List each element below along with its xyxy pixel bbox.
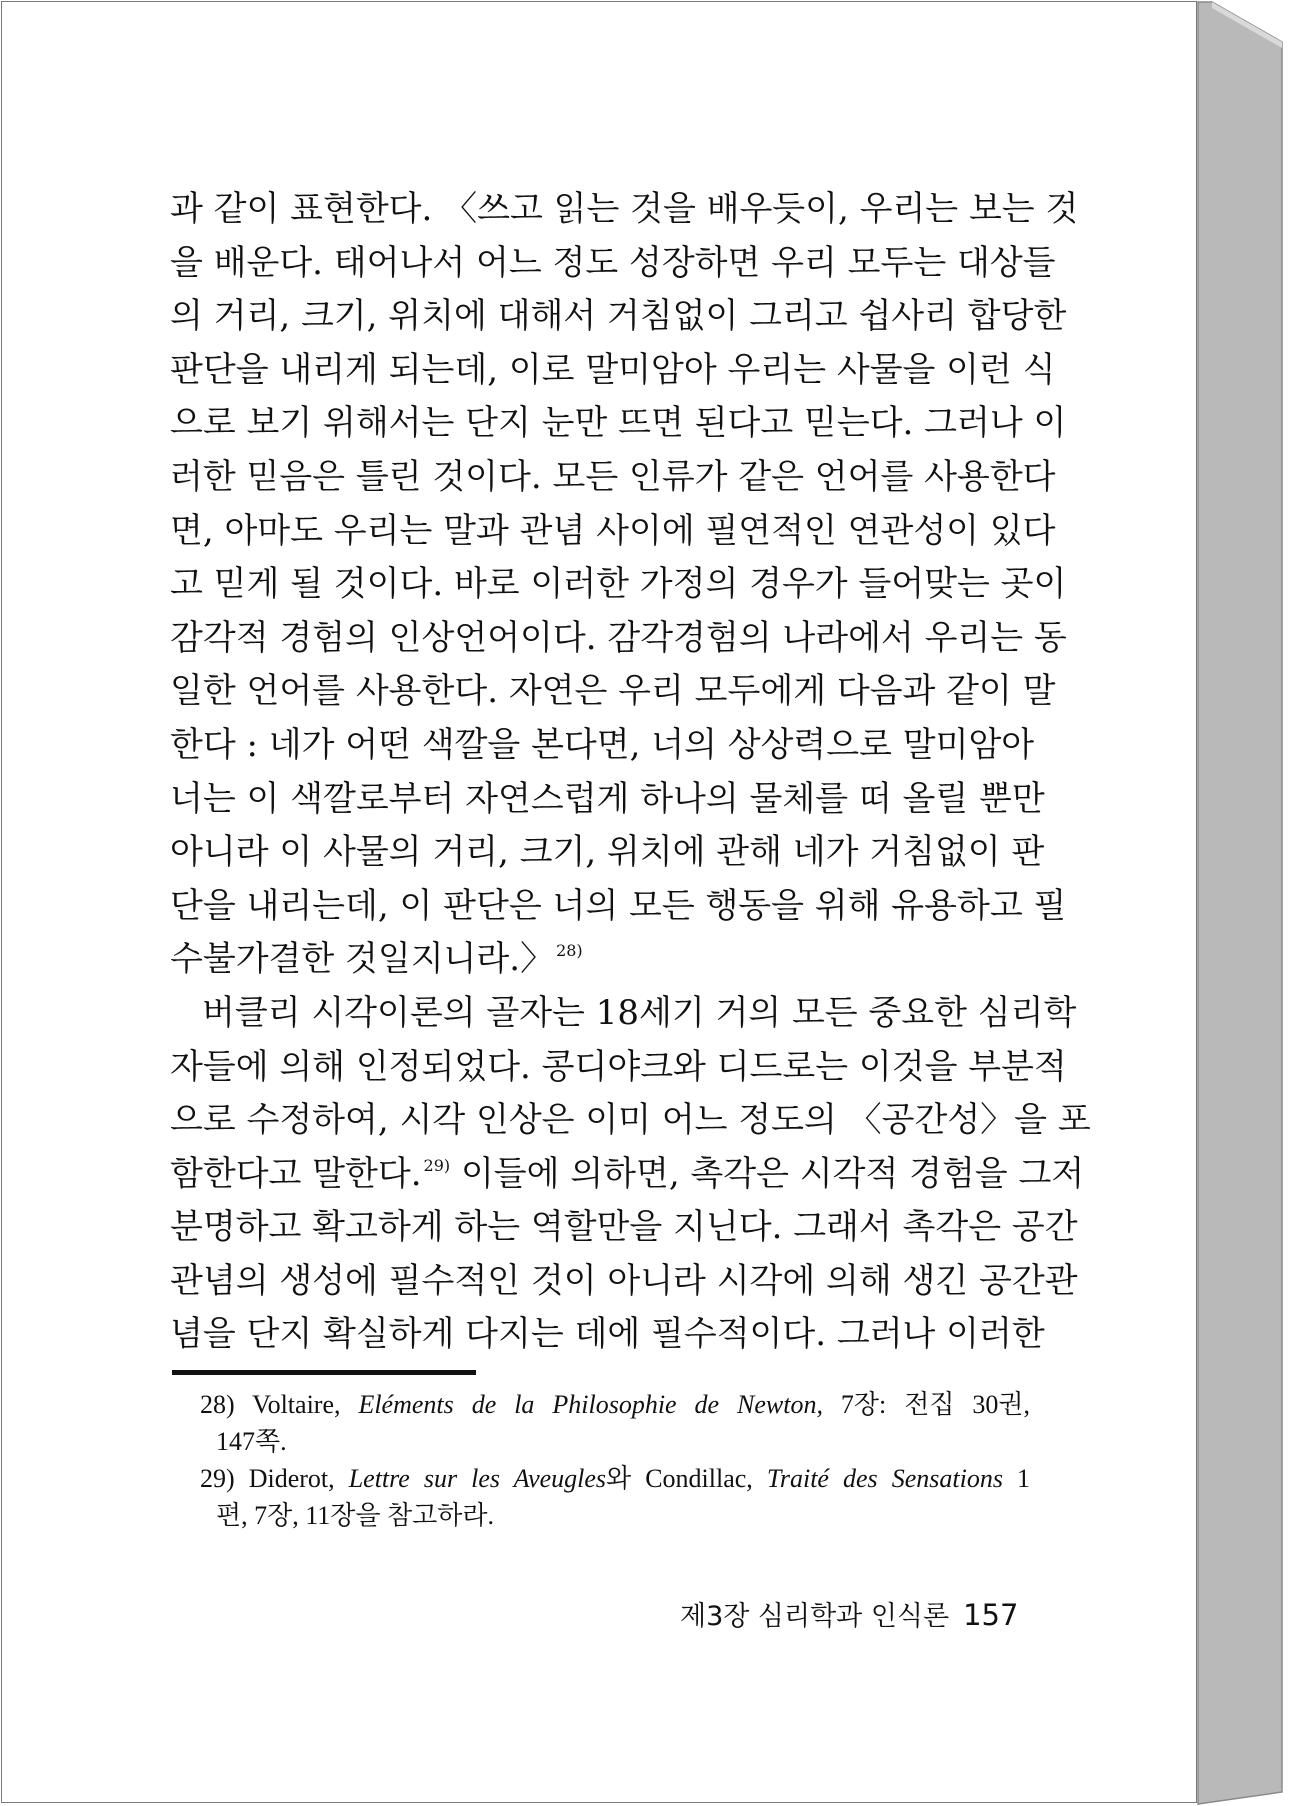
text-line: 의 거리, 크기, 위치에 대해서 거침없이 그리고 쉽사리 합당한 <box>170 296 1067 337</box>
text-line: 면, 아마도 우리는 말과 관념 사이에 필연적인 연관성이 있다 <box>170 510 1056 551</box>
footnote-title-2: Traité des Sensations <box>766 1464 1003 1493</box>
text-segment: 함한다고 말한다. <box>170 1153 422 1194</box>
text-line: 분명하고 확고하게 하는 역할만을 지닌다. 그래서 촉각은 공간 <box>170 1207 1078 1248</box>
footnote-number: 29) <box>200 1464 235 1493</box>
text-line: 과 같이 표현한다. 〈쓰고 읽는 것을 배우듯이, 우리는 보는 것 <box>170 189 1079 229</box>
footnote-29 <box>200 1460 1030 1497</box>
text-line: 감각적 경험의 인상언어이다. 감각경험의 나라에서 우리는 동 <box>170 617 1067 658</box>
page-footer <box>680 1594 1019 1633</box>
footnote-title: Lettre sur les Aveugles <box>348 1464 607 1493</box>
footnote-detail: 1 <box>1017 1464 1030 1493</box>
text-line: 판단을 내리게 되는데, 이로 말미암아 우리는 사물을 이런 식 <box>170 349 1056 390</box>
footnote-author: Voltaire, <box>252 1390 341 1419</box>
footnote-ref-29: 29) <box>423 1155 451 1175</box>
paragraph-start-line: 버클리 시각이론의 골자는 18세기 거의 모든 중요한 심리학 <box>202 992 1077 1033</box>
text-line: 관념의 생성에 필수적인 것이 아니라 시각에 의해 생긴 공간관 <box>170 1260 1078 1301</box>
footnote-29-continuation: 편, 7장, 11장을 참고하라. <box>216 1501 494 1530</box>
text-line: 아니라 이 사물의 거리, 크기, 위치에 관해 네가 거침없이 판 <box>170 832 1045 873</box>
text-line: 단을 내리는데, 이 판단은 너의 모든 행동을 위해 유용하고 필 <box>170 885 1067 926</box>
text-line: 일한 언어를 사용한다. 자연은 우리 모두에게 다음과 같이 말 <box>170 671 1056 712</box>
text-line <box>170 933 1030 987</box>
text-line: 으로 수정하여, 시각 인상은 이미 어느 정도의 〈공간성〉을 포 <box>170 1100 1091 1141</box>
text-line: 념을 단지 확실하게 다지는 데에 필수적이다. 그러나 이러한 <box>170 1314 1045 1355</box>
text-line: 으로 보기 위해서는 단지 눈만 뜨면 된다고 믿는다. 그러나 이 <box>170 403 1067 444</box>
text-line <box>170 1148 1085 1202</box>
footnote-number: 28) <box>200 1390 235 1419</box>
body-text <box>170 183 1091 1362</box>
footnote-ref-28: 28) <box>556 941 583 961</box>
text-line: 한다 : 네가 어떤 색깔을 본다면, 너의 상상력으로 말미암아 <box>170 724 1035 765</box>
text-line: 고 믿게 될 것이다. 바로 이러한 가정의 경우가 들어맞는 곳이 <box>170 564 1067 605</box>
text-line: 러한 믿음은 틀린 것이다. 모든 인류가 같은 언어를 사용한다 <box>170 456 1056 497</box>
footnote-detail: 7장: 전집 30권, <box>840 1390 1031 1419</box>
footnote-28-continuation: 147쪽. <box>216 1427 287 1456</box>
running-head: 제3장 심리학과 인식론 <box>680 1601 950 1632</box>
footnotes <box>200 1386 1030 1534</box>
footnote-28 <box>200 1386 1030 1423</box>
text-line: 을 배운다. 태어나서 어느 정도 성장하면 우리 모두는 대상들 <box>170 242 1056 283</box>
text-line: 너는 이 색깔로부터 자연스럽게 하나의 물체를 떠 올릴 뿐만 <box>170 778 1045 819</box>
text-segment: 이들에 의하면, 촉각은 시각적 경험을 그저 <box>450 1153 1085 1194</box>
text-line: 자들에 의해 인정되었다. 콩디야크와 디드로는 이것을 부분적 <box>170 1046 1067 1087</box>
footnote-author: Diderot, <box>248 1464 335 1493</box>
footnote-title: Eléments de la Philosophie de Newton, <box>358 1390 823 1419</box>
page-number: 157 <box>963 1598 1019 1632</box>
text-segment: 수불가결한 것일지니라.〉 <box>170 939 555 980</box>
footnote-divider <box>172 1370 476 1375</box>
footnote-connector: 와 Condillac, <box>606 1464 753 1493</box>
